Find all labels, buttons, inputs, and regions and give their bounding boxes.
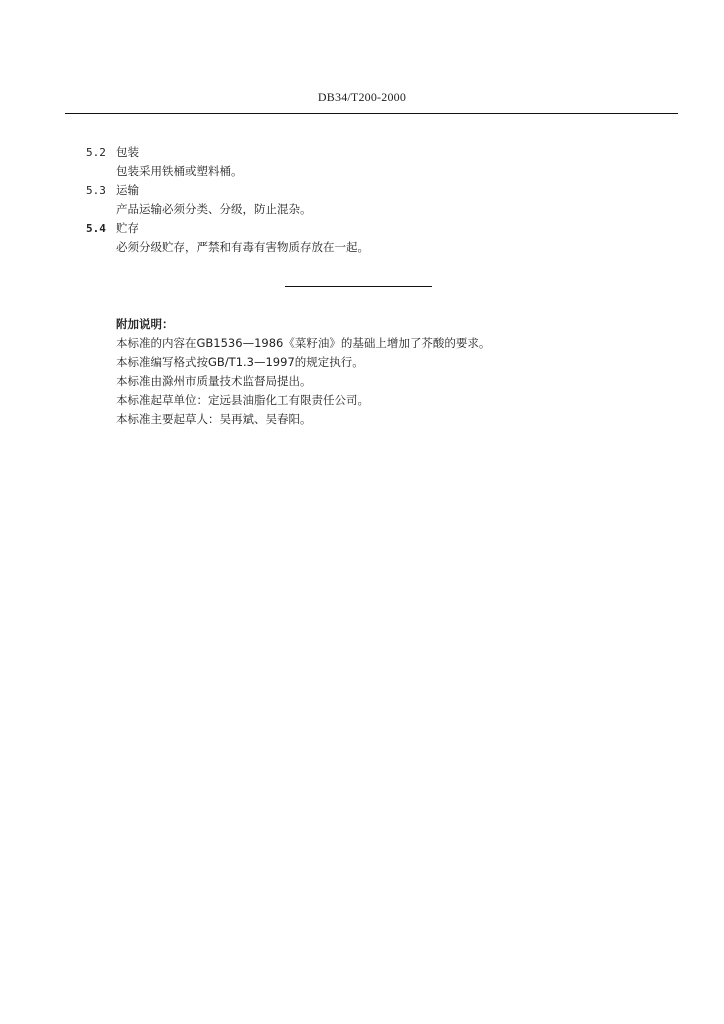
standard-code-header: DB34/T200-2000 bbox=[317, 90, 407, 104]
section-title: 包装 bbox=[116, 145, 139, 159]
section-number: 5.4 bbox=[86, 222, 106, 235]
section-heading-5-3 bbox=[86, 183, 139, 198]
end-of-text-rule bbox=[285, 286, 432, 287]
header-divider bbox=[65, 113, 678, 114]
section-body-5-4: 必须分级贮存，严禁和有毒有害物质存放在一起。 bbox=[116, 240, 369, 254]
section-title: 运输 bbox=[116, 183, 139, 197]
section-heading-5-2 bbox=[86, 145, 139, 160]
notes-line: 本标准起草单位：定远县油脂化工有限责任公司。 bbox=[116, 393, 369, 407]
section-body-5-2: 包装采用铁桶或塑料桶。 bbox=[116, 164, 243, 178]
notes-line: 本标准的内容在GB1536—1986《菜籽油》的基础上增加了芥酸的要求。 bbox=[116, 336, 491, 350]
notes-line: 本标准由滁州市质量技术监督局提出。 bbox=[116, 374, 312, 388]
section-number: 5.3 bbox=[86, 184, 106, 197]
notes-heading: 附加说明： bbox=[116, 317, 174, 331]
section-heading-5-4 bbox=[86, 221, 139, 236]
section-body-5-3: 产品运输必须分类、分级，防止混杂。 bbox=[116, 202, 312, 216]
notes-line: 本标准主要起草人：吴再斌、吴春阳。 bbox=[116, 412, 312, 426]
notes-line: 本标准编写格式按GB/T1.3—1997的规定执行。 bbox=[116, 355, 364, 369]
section-title: 贮存 bbox=[116, 221, 139, 235]
section-number: 5.2 bbox=[86, 146, 106, 159]
